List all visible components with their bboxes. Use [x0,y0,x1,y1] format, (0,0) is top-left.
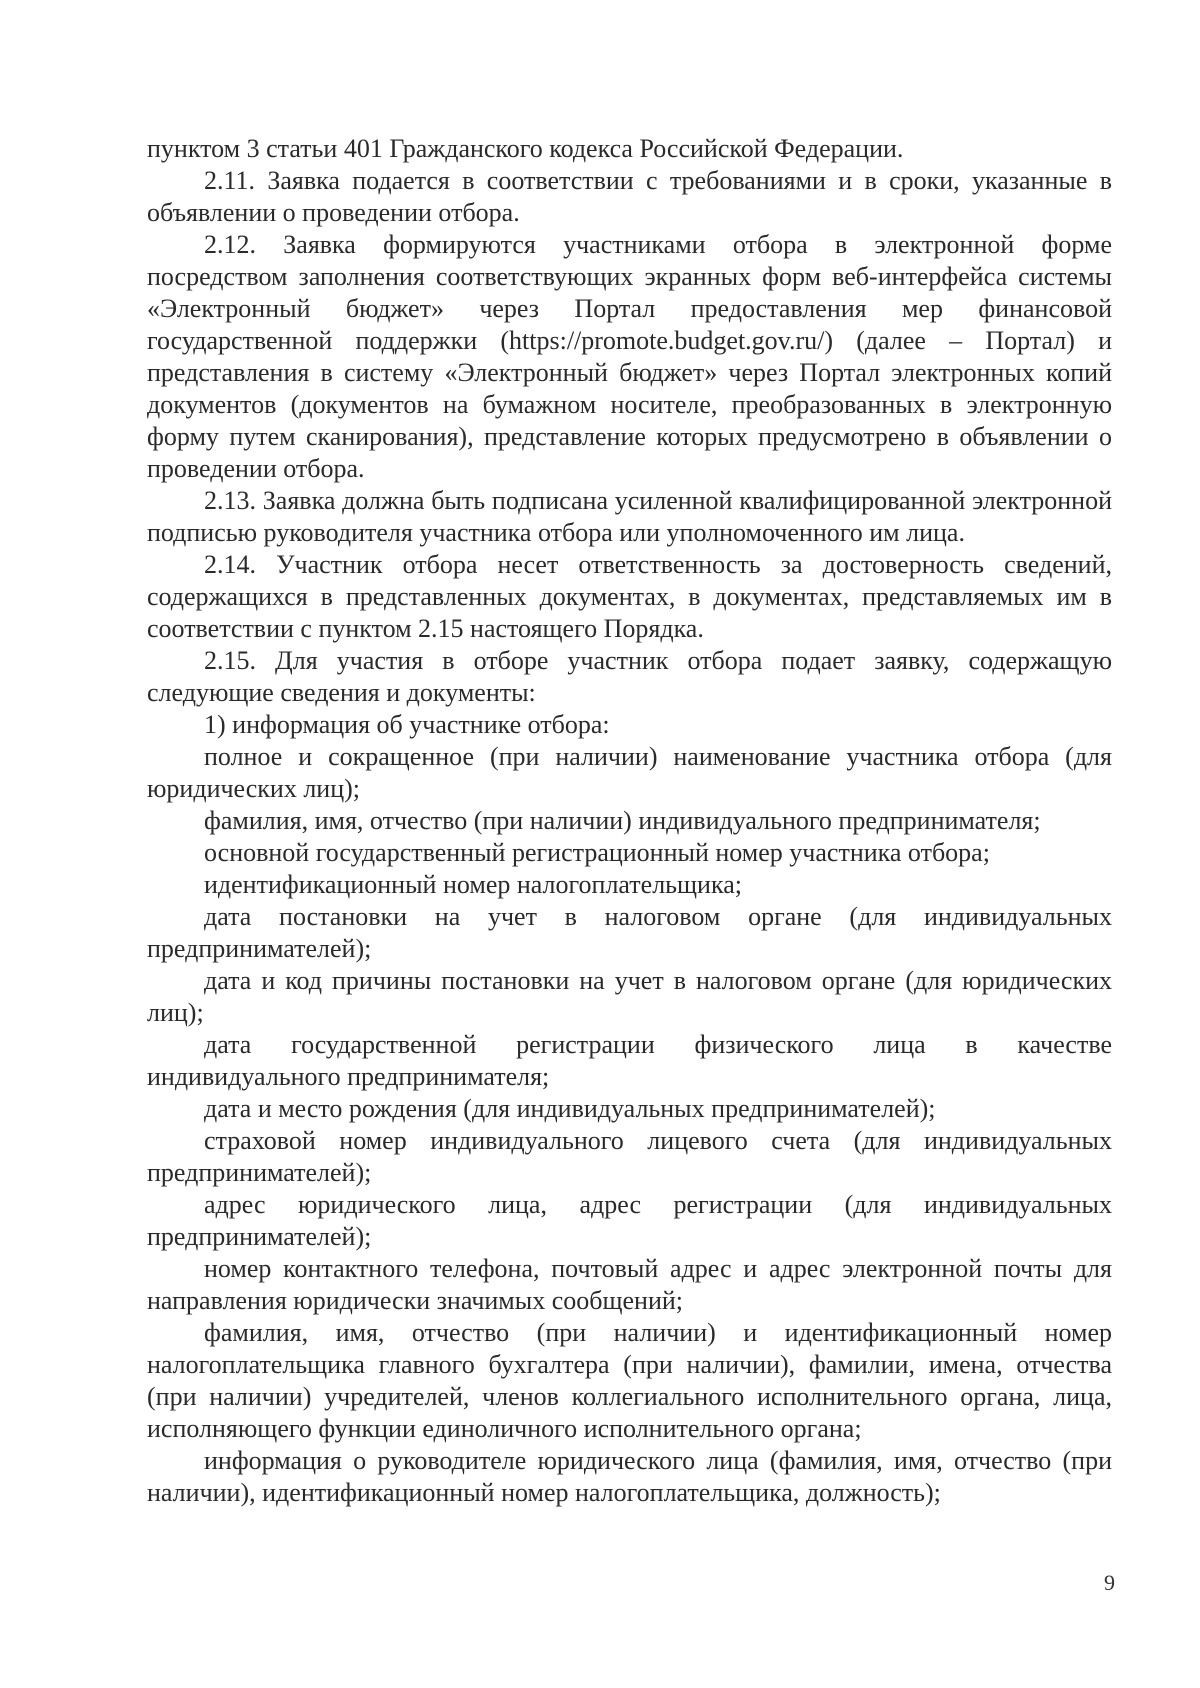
list-item: номер контактного телефона, почтовый адрес и адрес электронной почты для направления юридически значимых сообщений; [147,1254,1112,1315]
paragraph-continuation: пунктом 3 статьи 401 Гражданского кодекса Российской Федерации. [147,134,904,163]
list-item: фамилия, имя, отчество (при наличии) индивидуального предпринимателя; [204,806,1041,835]
paragraph-2-15: 2.15. Для участия в отборе участник отбора подает заявку, содержащую следующие сведения и документы: [147,646,1112,707]
paragraph-2-14: 2.14. Участник отбора несет ответственность за достоверность сведений, содержащихся в представленных документах, в документах, представляемых им в соответствии с пунктом 2.15 настоящего Порядка. [147,550,1112,643]
list-item: идентификационный номер налогоплательщика; [204,870,742,899]
paragraph-2-12: 2.12. Заявка формируются участниками отбора в электронной форме посредством заполнения соответствующих экранных форм веб-интерфейса системы «Электронный бюджет» через Портал предоставления мер финансовой государственной поддержки (https://promote.budget.gov.ru/) (далее – Портал) и представления в систему «Электронный бюджет» через Портал электронных копий документов (документов на бумажном носителе, преобразованных в электронную форму путем сканирования), представление которых предусмотрено в объявлении о проведении отбора. [147,230,1112,483]
paragraph-2-13: 2.13. Заявка должна быть подписана усиленной квалифицированной электронной подписью руководителя участника отбора или уполномоченного им лица. [147,486,1112,547]
list-item: страховой номер индивидуального лицевого счета (для индивидуальных предпринимателей); [147,1126,1112,1187]
list-item: дата и код причины постановки на учет в налоговом органе (для юридических лиц); [147,966,1112,1027]
document-body [147,133,1112,1509]
list-item: дата государственной регистрации физического лица в качестве индивидуального предпринимателя; [147,1030,1112,1091]
list-item: основной государственный регистрационный номер участника отбора; [204,838,990,867]
list-item: адрес юридического лица, адрес регистрации (для индивидуальных предпринимателей); [147,1190,1112,1251]
list-item: фамилия, имя, отчество (при наличии) и идентификационный номер налогоплательщика главного бухгалтера (при наличии), фамилии, имена, отчества (при наличии) учредителей, членов коллегиального исполнительного органа, лица, исполняющего функции единоличного исполнительного органа; [147,1318,1112,1443]
page-number: 9 [1104,1570,1115,1595]
list-item: дата постановки на учет в налоговом органе (для индивидуальных предпринимателей); [147,902,1112,963]
list-item: информация о руководителе юридического лица (фамилия, имя, отчество (при наличии), идентификационный номер налогоплательщика, должность); [147,1446,1112,1507]
list-item: дата и место рождения (для индивидуальных предпринимателей); [204,1094,936,1123]
list-item: полное и сокращенное (при наличии) наименование участника отбора (для юридических лиц); [147,742,1112,803]
paragraph-2-11: 2.11. Заявка подается в соответствии с требованиями и в сроки, указанные в объявлении о проведении отбора. [147,166,1112,227]
list-item-participant-info: 1) информация об участнике отбора: [204,710,610,739]
